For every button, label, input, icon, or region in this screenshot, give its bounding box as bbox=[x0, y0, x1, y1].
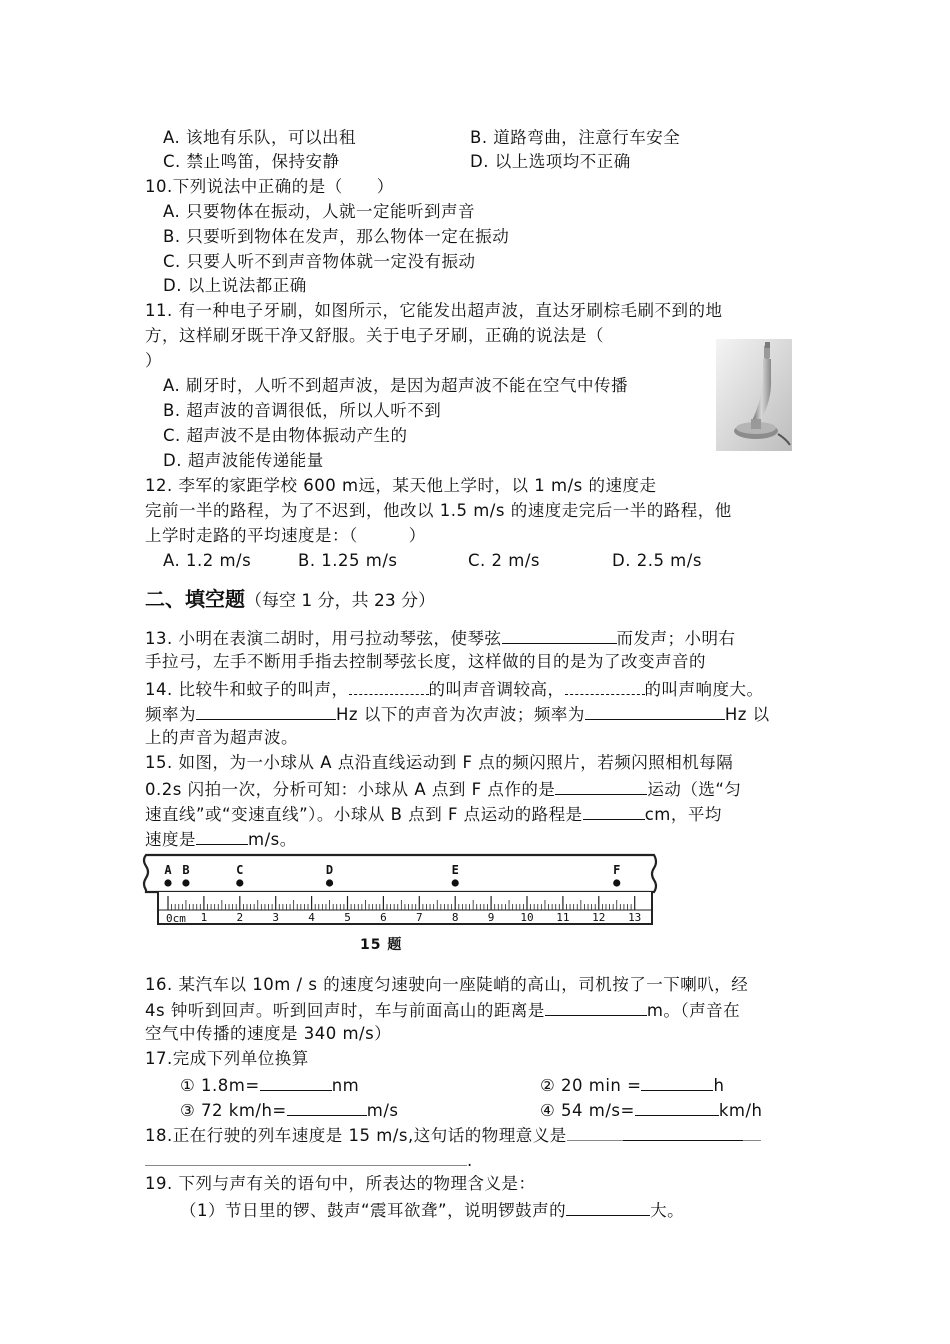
q15-line1: 15. 如图，为一小球从 A 点沿直线运动到 F 点的频闪照片，若频闪照相机每隔 bbox=[145, 753, 734, 772]
q15-text-c: 速直线”或“变速直线”）。小球从 B 点到 F 点运动的路程是 bbox=[145, 805, 583, 824]
q18-blank-1c[interactable] bbox=[743, 1122, 761, 1141]
q16-blank-1[interactable] bbox=[545, 997, 647, 1016]
q16-line2 bbox=[145, 997, 740, 1023]
ball-point-a bbox=[164, 879, 171, 886]
q14-line3: 上的声音为超声波。 bbox=[145, 728, 298, 747]
q11-option-a: A. 刷牙时，人听不到超声波，是因为超声波不能在空气中传播 bbox=[163, 376, 628, 395]
q17-blank-1[interactable] bbox=[260, 1072, 332, 1091]
q17-item1 bbox=[180, 1072, 359, 1098]
q14-text-f: Hz 以 bbox=[724, 705, 770, 724]
ruler-number: 12 bbox=[592, 911, 606, 924]
ruler-number: 13 bbox=[628, 911, 642, 924]
q17-item2 bbox=[540, 1072, 724, 1098]
ball-label-b: B bbox=[182, 863, 190, 877]
q9-option-b: B. 道路弯曲，注意行车安全 bbox=[470, 128, 681, 147]
q15-blank-2[interactable] bbox=[583, 801, 645, 820]
q13-line1 bbox=[145, 625, 736, 651]
q9-option-a: A. 该地有乐队，可以出租 bbox=[163, 128, 356, 147]
q12-option-a: A. 1.2 m/s bbox=[163, 551, 252, 570]
q17-item4-text: ④ 54 m/s= bbox=[540, 1101, 635, 1120]
figure-caption: 15 题 bbox=[360, 937, 403, 953]
q18-text: 18.正在行驶的列车速度是 15 m/s,这句话的物理意义是 bbox=[145, 1126, 567, 1145]
q12-option-b: B. 1.25 m/s bbox=[298, 551, 398, 570]
q14-blank-3[interactable] bbox=[196, 701, 336, 720]
ruler-number: 2 bbox=[236, 911, 244, 924]
ruler-number: 10 bbox=[520, 911, 534, 924]
q14-text-b: 的叫声音调较高， bbox=[428, 680, 565, 699]
q15-line2 bbox=[145, 776, 741, 802]
ruler-number: 1 bbox=[200, 911, 208, 924]
q17-blank-4[interactable] bbox=[635, 1097, 719, 1116]
q19-blank-1[interactable] bbox=[566, 1197, 650, 1216]
section-score-note: （每空 1 分，共 23 分） bbox=[245, 591, 436, 611]
ball-label-d: D bbox=[325, 863, 334, 877]
ruler-number: 5 bbox=[344, 911, 351, 924]
q15-text-d: cm，平均 bbox=[644, 805, 722, 824]
q14-blank-4[interactable] bbox=[585, 701, 725, 720]
q9-option-d: D. 以上选项均不正确 bbox=[470, 152, 631, 171]
ruler-figure bbox=[140, 852, 660, 930]
q14-line2 bbox=[145, 701, 770, 727]
electric-toothbrush-image bbox=[716, 339, 792, 451]
q10-option-b: B. 只要听到物体在发声，那么物体一定在振动 bbox=[163, 227, 510, 246]
ruler-number: 6 bbox=[380, 911, 387, 924]
q17-item1-text: ① 1.8m= bbox=[180, 1076, 260, 1095]
q12-stem-line2: 完前一半的路程，为了不迟到，他改以 1.5 m/s 的速度走完后一半的路程，他 bbox=[145, 501, 732, 520]
q18-blank-2[interactable] bbox=[145, 1147, 467, 1166]
q18-blank-1a[interactable] bbox=[567, 1122, 623, 1141]
q17-item2-text: ② 20 min = bbox=[540, 1076, 642, 1095]
q15-line3 bbox=[145, 801, 722, 827]
q16-text-a: 4s 钟听到回声。听到回声时，车与前面高山的距离是 bbox=[145, 1001, 545, 1020]
q18-line2 bbox=[145, 1147, 473, 1173]
q16-line1: 16. 某汽车以 10m / s 的速度匀速驶向一座陡峭的高山，司机按了一下喇叭，经 bbox=[145, 975, 749, 994]
q14-line1 bbox=[145, 676, 764, 702]
q15-text-e: 速度是 bbox=[145, 830, 196, 849]
q11-option-d: D. 超声波能传递能量 bbox=[163, 451, 324, 470]
q18-line1 bbox=[145, 1122, 761, 1148]
ball-point-b bbox=[182, 879, 189, 886]
q15-blank-1[interactable] bbox=[555, 776, 647, 795]
q14-text-c: 的叫声响度大。 bbox=[644, 680, 764, 699]
q16-text-b: m。（声音在 bbox=[646, 1001, 741, 1020]
q10-stem: 10.下列说法中正确的是（ ） bbox=[145, 177, 394, 196]
q17-item4 bbox=[540, 1097, 763, 1123]
q14-blank-1[interactable] bbox=[349, 676, 429, 695]
q12-option-d: D. 2.5 m/s bbox=[612, 551, 702, 570]
q15-text-b: 运动（选“匀 bbox=[647, 780, 742, 799]
q13-text-a: 13. 小明在表演二胡时，用弓拉动琴弦，使琴弦 bbox=[145, 629, 502, 648]
q13-blank-1[interactable] bbox=[502, 625, 617, 644]
q17-blank-3[interactable] bbox=[287, 1097, 367, 1116]
q12-option-c: C. 2 m/s bbox=[468, 551, 540, 570]
photo-strip bbox=[144, 855, 656, 892]
ball-point-d bbox=[326, 879, 333, 886]
ruler-number: 9 bbox=[487, 911, 495, 924]
ruler-number: 4 bbox=[308, 911, 315, 924]
q11-stem-line1: 11. 有一种电子牙刷，如图所示，它能发出超声波，直达牙刷棕毛刷不到的地 bbox=[145, 301, 723, 320]
q17-item3 bbox=[180, 1097, 398, 1123]
q19-stem: 19. 下列与声有关的语句中，所表达的物理含义是： bbox=[145, 1174, 536, 1193]
q10-option-d: D. 以上说法都正确 bbox=[163, 276, 307, 295]
ball-point-e bbox=[452, 879, 459, 886]
q10-option-a: A. 只要物体在振动，人就一定能听到声音 bbox=[163, 202, 475, 221]
q19-item1-text: （1）节日里的锣、鼓声“震耳欲聋”，说明锣鼓声的 bbox=[180, 1201, 567, 1220]
ball-label-e: E bbox=[451, 863, 459, 877]
q17-item3-unit: m/s bbox=[366, 1101, 399, 1120]
q19-item1 bbox=[180, 1197, 684, 1223]
q10-option-c: C. 只要人听不到声音物体就一定没有振动 bbox=[163, 252, 476, 271]
q12-stem-line1: 12. 李军的家距学校 600 m远，某天他上学时，以 1 m/s 的速度走 bbox=[145, 476, 657, 495]
q11-stem-line2: 方，这样刷牙既干净又舒服。关于电子牙刷，正确的说法是（ bbox=[145, 326, 604, 345]
q17-stem: 17.完成下列单位换算 bbox=[145, 1049, 309, 1068]
q14-text-e: Hz 以下的声音为次声波；频率为 bbox=[336, 705, 585, 724]
q9-option-c: C. 禁止鸣笛，保持安静 bbox=[163, 152, 340, 171]
q17-item1-unit: nm bbox=[331, 1076, 360, 1095]
ball-label-f: F bbox=[613, 863, 621, 877]
q12-stem-line3: 上学时走路的平均速度是：（ ） bbox=[145, 526, 426, 545]
q14-text-d: 频率为 bbox=[145, 705, 196, 724]
ruler-number: 11 bbox=[556, 911, 570, 924]
q15-text-a: 0.2s 闪拍一次，分析可知：小球从 A 点到 F 点作的是 bbox=[145, 780, 556, 799]
ball-label-a: A bbox=[164, 863, 172, 877]
q11-stem-line3: ） bbox=[145, 351, 162, 370]
q14-text-a: 14. 比较牛和蚊子的叫声， bbox=[145, 680, 349, 699]
ruler-unit-label: 0cm bbox=[166, 912, 186, 925]
q14-blank-2[interactable] bbox=[565, 676, 645, 695]
q18-blank-1b[interactable] bbox=[623, 1122, 743, 1141]
q15-blank-3[interactable] bbox=[196, 826, 248, 845]
q15-text-f: m/s。 bbox=[248, 830, 297, 849]
q17-item4-unit: km/h bbox=[718, 1101, 763, 1120]
ball-label-c: C bbox=[236, 863, 244, 877]
q15-line4 bbox=[145, 826, 297, 852]
q17-item3-text: ③ 72 km/h= bbox=[180, 1101, 287, 1120]
section-title: 二、填空题 bbox=[145, 587, 245, 611]
q17-blank-2[interactable] bbox=[641, 1072, 713, 1091]
q11-option-b: B. 超声波的音调很低，所以人听不到 bbox=[163, 401, 442, 420]
ball-point-c bbox=[236, 879, 243, 886]
q13-text-b: 而发声；小明右 bbox=[616, 629, 736, 648]
q18-period: . bbox=[467, 1151, 473, 1170]
q19-item1-end: 大。 bbox=[650, 1201, 685, 1220]
ruler-number: 7 bbox=[415, 911, 423, 924]
q13-line2: 手拉弓，左手不断用手指去控制琴弦长度，这样做的目的是为了改变声音的 bbox=[145, 652, 706, 671]
ruler-number: 8 bbox=[451, 911, 459, 924]
q11-option-c: C. 超声波不是由物体振动产生的 bbox=[163, 426, 408, 445]
q16-line3: 空气中传播的速度是 340 m/s） bbox=[145, 1024, 392, 1043]
section-heading bbox=[145, 585, 435, 615]
ball-point-f bbox=[613, 879, 620, 886]
q17-item2-unit: h bbox=[713, 1076, 725, 1095]
ruler-number: 3 bbox=[272, 911, 280, 924]
